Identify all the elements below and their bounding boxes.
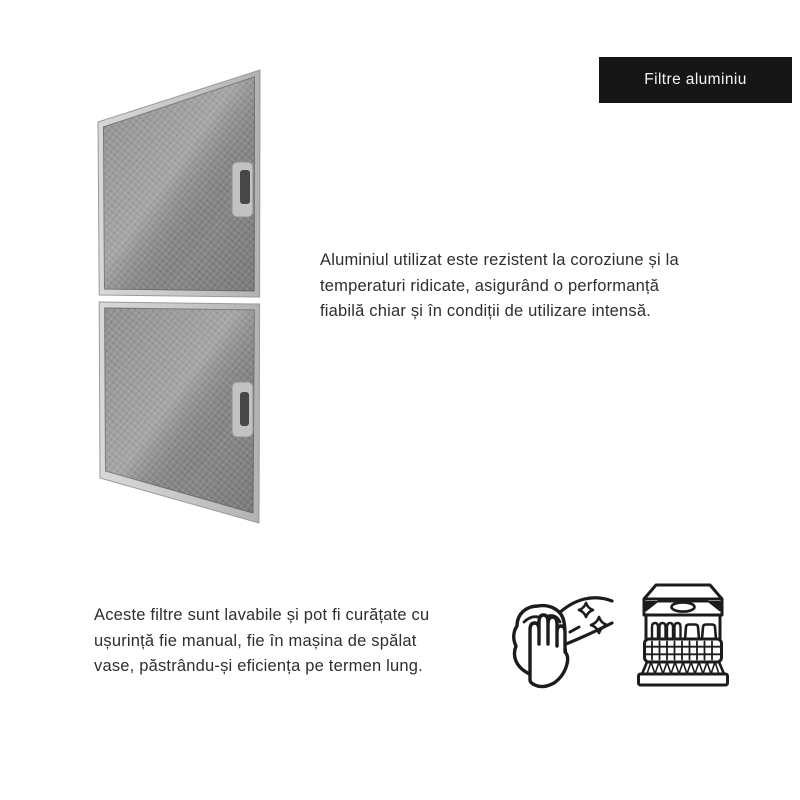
filter-bottom-panel bbox=[99, 302, 259, 523]
filter-handle-top bbox=[232, 162, 253, 217]
section-title-label: Filtre aluminiu bbox=[644, 71, 747, 88]
washability-text-line: Aceste filtre sunt lavabile și pot fi curățate cu bbox=[94, 606, 430, 624]
filter-top-panel bbox=[98, 70, 260, 297]
sparkle-star-icon bbox=[579, 603, 593, 617]
section-title-badge bbox=[599, 57, 792, 103]
durability-text bbox=[320, 248, 740, 325]
durability-text-line: temperaturi ridicate, asigurând o performanță bbox=[320, 276, 660, 295]
durability-text-line: Aluminiul utilizat este rezistent la coroziune și la bbox=[320, 251, 679, 269]
hand-wipe-sparkle-icon bbox=[496, 592, 616, 692]
hand-shape bbox=[530, 615, 568, 687]
washability-text-line: vase, păstrându-și eficiența pe termen lung. bbox=[94, 657, 423, 675]
aluminium-filter-photo bbox=[85, 60, 275, 540]
washability-text bbox=[94, 603, 494, 680]
dishwasher-icon bbox=[633, 578, 733, 688]
washability-text-line: ușurință fie manual, fie în mașina de spălat bbox=[94, 631, 417, 650]
filter-handle-bottom bbox=[232, 382, 253, 437]
durability-text-line: fiabilă chiar și în condiții de utilizare intensă. bbox=[320, 302, 652, 320]
